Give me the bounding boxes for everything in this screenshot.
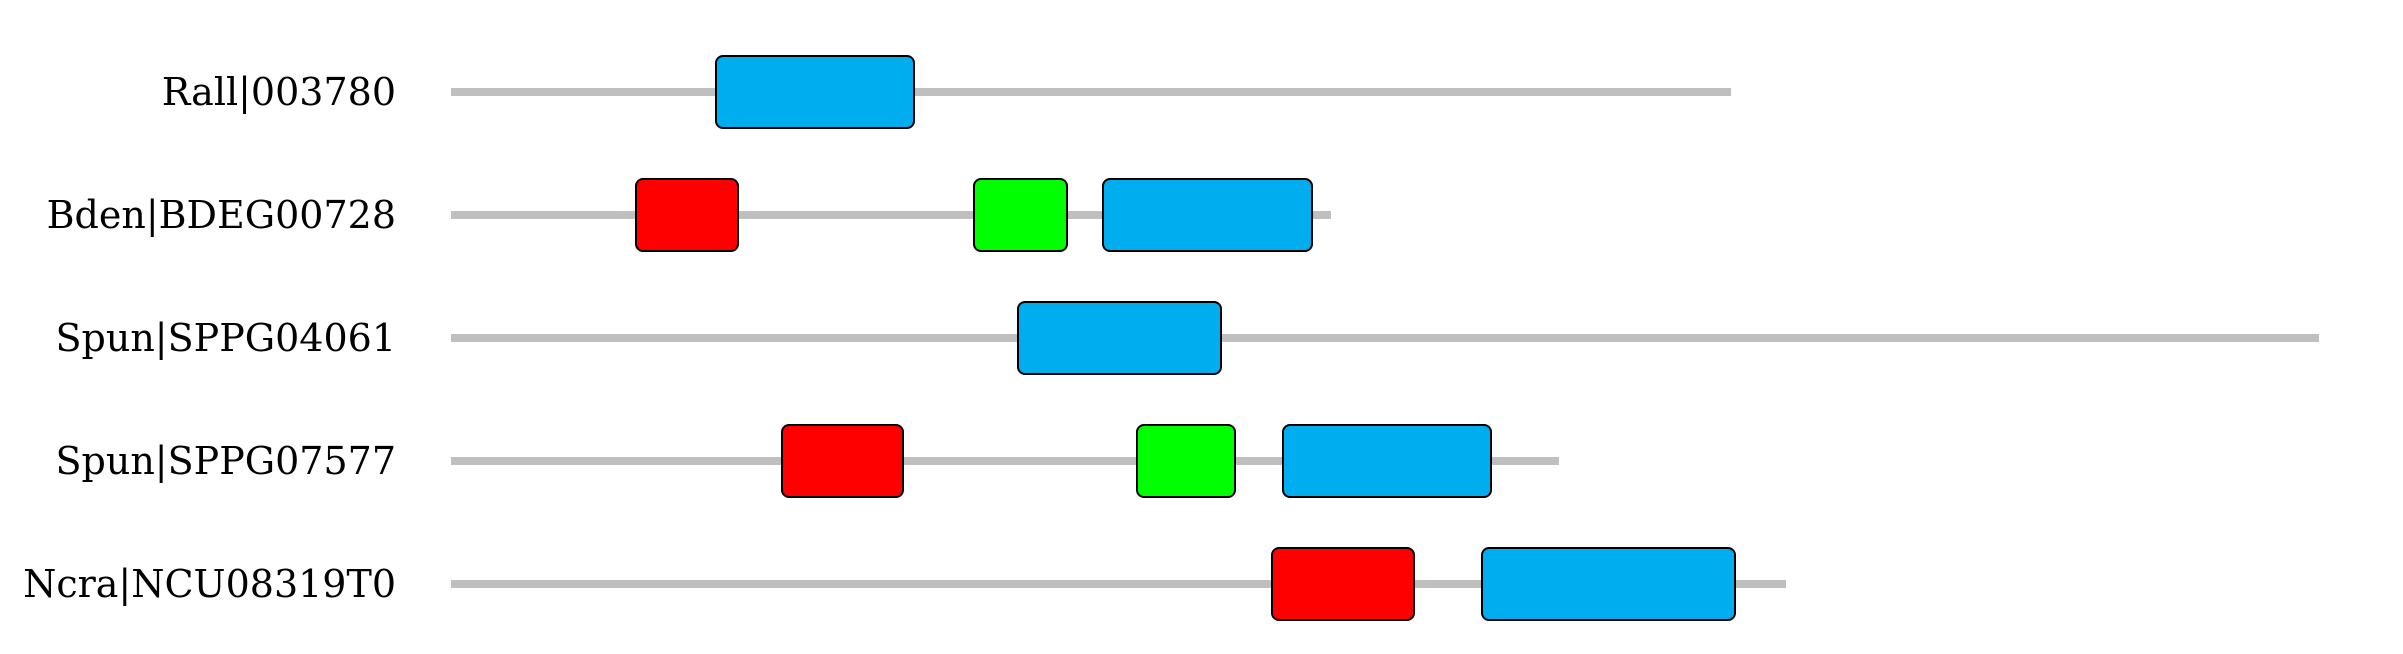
track-label: Spun|SPPG04061 (55, 316, 396, 360)
domain-blue (716, 56, 914, 128)
track-label: Bden|BDEG00728 (46, 193, 396, 237)
domain-blue (1283, 425, 1491, 497)
domain-blue (1482, 548, 1735, 620)
track-row (162, 56, 1731, 128)
track-row (23, 548, 1786, 620)
track-row (47, 179, 1331, 251)
domain-blue (1018, 302, 1221, 374)
domain-red (1272, 548, 1414, 620)
track-row (55, 302, 2319, 374)
domain-red (636, 179, 738, 251)
domain-red (782, 425, 903, 497)
domain-green (974, 179, 1067, 251)
track-row (55, 425, 1559, 497)
domain-green (1137, 425, 1235, 497)
tracks-group (23, 56, 2319, 620)
track-label: Rall|003780 (161, 70, 396, 114)
domain-blue (1103, 179, 1312, 251)
track-label: Ncra|NCU08319T0 (23, 562, 396, 606)
track-label: Spun|SPPG07577 (55, 439, 396, 483)
